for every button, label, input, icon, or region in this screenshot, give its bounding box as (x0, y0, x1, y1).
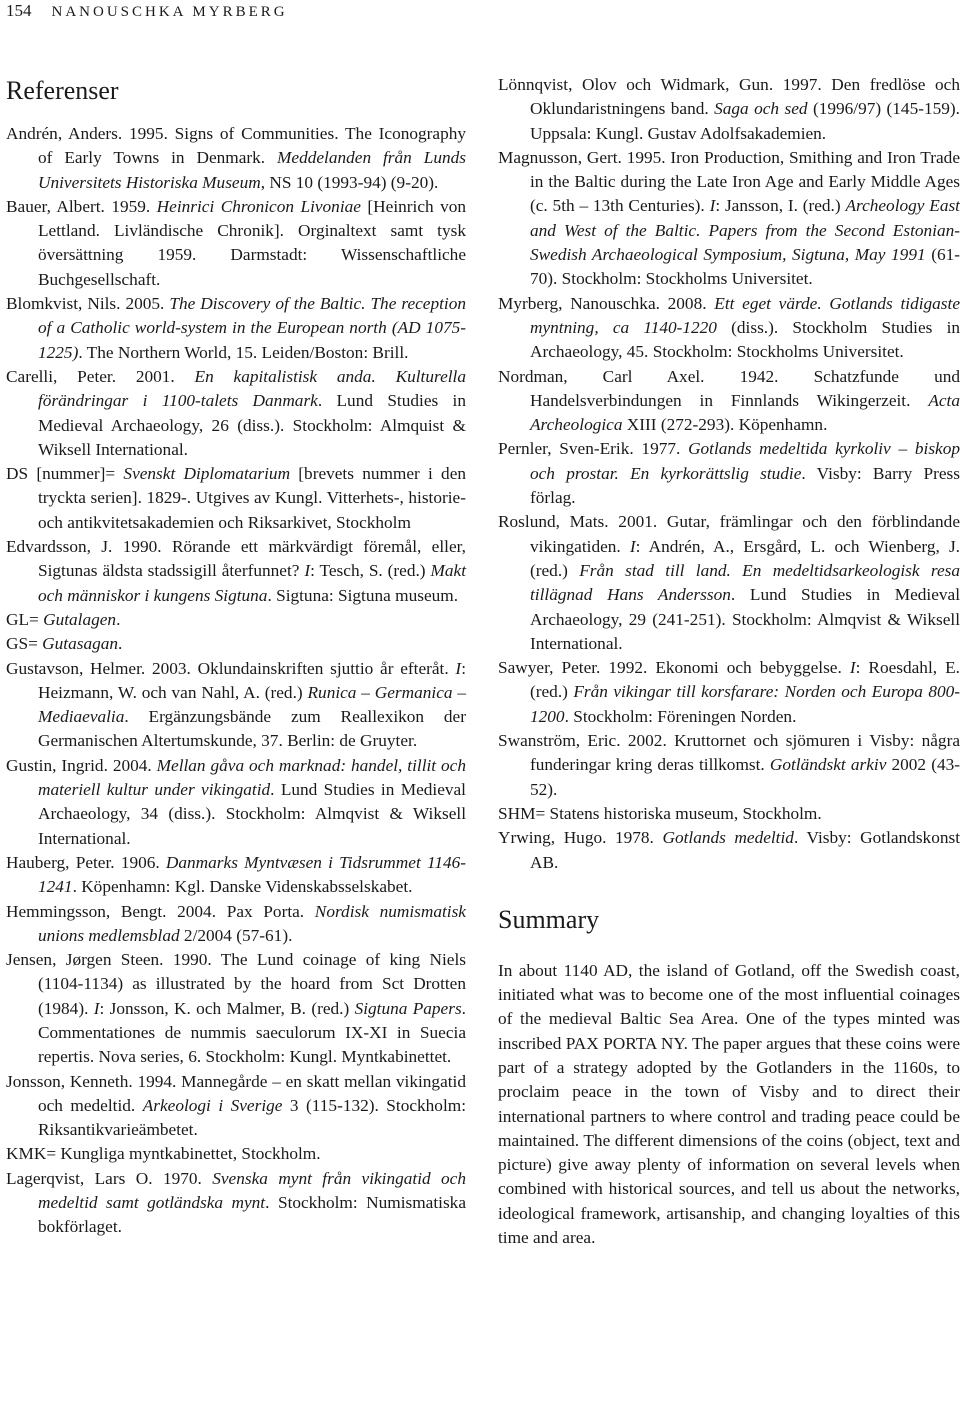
reference-entry (6, 948, 466, 1069)
summary-paragraph: In about 1140 AD, the island of Gotland, off the Swedish coast, initiated what was to become one of the most influential coinages of the medieval Baltic Sea Area. One of the types minted was inscribed PAX PORTA NY. The paper argues that these coins were part of a strategy adopted by the Gotlanders in the 1160s, to proclaim peace in the town of Visby and to direct their international partners to where control and trading peace could be maintained. The different dimensions of the coins (object, text and picture) give away plenty of information on several levels when combined with historical sources, and tell us about the networks, ideological framework, artisanship, and changing loyalties of this time and area. (498, 960, 960, 1248)
reference-entry (498, 826, 960, 875)
reference-entry (6, 632, 466, 656)
reference-title-italic: I (709, 196, 716, 216)
reference-title-italic: En kapitalistisk anda. Kulturella förändringar i 1100-talets Danmark (38, 366, 466, 411)
reference-entry (498, 365, 960, 438)
reference-text: (61-70). Stockholm: Stockholms Universitet. (530, 245, 960, 289)
reference-text: Andrén, Anders. 1995. Signs of Communities. The Iconography of Early Towns in Denmark. (6, 124, 466, 168)
reference-title-italic: Gotlands medeltida kyrkoliv – biskop och prostar. En kyrkorättslig studie (530, 439, 960, 483)
reference-text: . Köpenhamn: Kgl. Danske Videnskabsselskabet. (72, 877, 413, 897)
reference-title-italic: I (849, 658, 856, 678)
reference-text: Jensen, Jørgen Steen. 1990. The Lund coinage of king Niels (1104-1134) as illustrated by the hoard from Sct Drotten (1984). (6, 950, 466, 1018)
reference-text: . (118, 634, 123, 654)
reference-text: Nordman, Carl Axel. 1942. Schatzfunde und Handelsverbindungen in Finnlands Wikingerzeit. (498, 366, 960, 410)
reference-entry (6, 195, 466, 292)
reference-title-italic: The Discovery of the Baltic. The reception of a Catholic world-system in the European north (AD 1075-1225) (38, 294, 466, 362)
reference-text: Jonsson, Kenneth. 1994. Mannegårde – en skatt mellan vikingatid och medeltid. (6, 1071, 466, 1115)
reference-title-italic: Gotländskt arkiv (769, 755, 887, 775)
reference-entry (6, 122, 466, 195)
reference-text: Sawyer, Peter. 1992. Ekonomi och bebyggelse. (498, 658, 850, 678)
reference-title-italic: Gotlands medeltid (662, 828, 794, 848)
reference-text: [brevets nummer i den tryckta serien]. 1829-. Utgives av Kungl. Vitterhets-, historie- och antikvitetsakademien och Riksarkivet, Stockholm (38, 464, 467, 532)
running-header (6, 0, 288, 22)
reference-title-italic: Arkeologi i Sverige (142, 1095, 283, 1115)
reference-entry (498, 510, 960, 656)
reference-text: Lagerqvist, Lars O. 1970. (6, 1168, 213, 1188)
reference-text: Lönnqvist, Olov och Widmark, Gun. 1997. Den fredlöse och Oklundaristningens band. (498, 75, 960, 119)
reference-text: : Jansson, I. (red.) (715, 196, 846, 216)
reference-title-italic: Svenskt Diplomatarium (123, 464, 291, 484)
reference-entry (6, 1167, 466, 1240)
reference-entry (498, 729, 960, 802)
reference-title-italic: Ett eget värde. Gotlands tidigaste myntning, ca 1140-1220 (530, 293, 960, 337)
reference-text: Pernler, Sven-Erik. 1977. (498, 439, 689, 459)
left-column (6, 70, 466, 1240)
reference-text: . Sigtuna: Sigtuna museum. (267, 585, 459, 605)
reference-title-italic: I (93, 998, 100, 1018)
reference-title-italic: Från vikingar till korsfarare: Norden och Europa 800-1200 (530, 682, 960, 726)
reference-text: . Ergänzungsbände zum Reallexikon der Germanischen Altertumskunde, 37. Berlin: de Gruyter. (38, 707, 466, 751)
reference-entry (498, 656, 960, 729)
reference-title-italic: Svenska mynt från vikingatid och medeltid samt gotländska mynt (38, 1168, 466, 1213)
reference-entry (6, 657, 466, 754)
reference-text: KMK= Kungliga myntkabinettet, Stockholm. (6, 1144, 321, 1164)
reference-entry (6, 900, 466, 949)
reference-title-italic: I (455, 658, 462, 678)
reference-text: . Commentationes de nummis saeculorum IX-XI in Suecia repertis. Nova series, 6. Stockholm: Kungl. Myntkabinettet. (38, 998, 466, 1067)
reference-text: . Stockholm: Numismatiska bokförlaget. (38, 1193, 466, 1237)
reference-text: : Andrén, A., Ersgård, L. och Wienberg, J. (red.) (530, 536, 960, 580)
reference-text: Hauberg, Peter. 1906. (6, 852, 166, 872)
reference-title-italic: Sigtuna Papers (354, 998, 462, 1018)
reference-entry (498, 292, 960, 365)
reference-text: . Visby: Gotlandskonst AB. (530, 828, 960, 872)
page-number: 154 (6, 1, 32, 20)
reference-text: 2/2004 (57-61). (179, 925, 293, 945)
reference-title-italic: Archeology East and West of the Baltic. Papers from the Second Estonian-Swedish Archaeological Symposium, Sigtuna, May 1991 (530, 196, 960, 265)
reference-entry (6, 851, 466, 900)
reference-text: GL= (6, 609, 44, 629)
reference-entry (498, 802, 960, 826)
reference-title-italic: Från stad till land. En medeltidsarkeologisk resa tillägnad Hans Andersson (530, 560, 960, 605)
summary-heading: Summary (498, 904, 600, 934)
reference-title-italic: Meddelanden från Lunds Universitets Historiska Museum (38, 148, 466, 192)
reference-text: : Tesch, S. (red.) (310, 561, 431, 581)
reference-text: SHM= Statens historiska museum, Stockholm. (498, 803, 822, 823)
references-heading: Referenser (6, 76, 119, 105)
reference-text: . (116, 609, 121, 629)
reference-text: Magnusson, Gert. 1995. Iron Production, Smithing and Iron Trade in the Baltic during the Late Iron Age and Early Middle Ages (c. 5th – 13th Centuries). (498, 147, 960, 216)
reference-text: . Visby: Barry Press förlag. (530, 463, 960, 508)
reference-text: : Heizmann, W. och van Nahl, A. (red.) (38, 658, 466, 702)
reference-text: DS [nummer]= (6, 464, 124, 484)
reference-entry (498, 146, 960, 292)
reference-entry (6, 1142, 466, 1166)
reference-title-italic: Danmarks Myntvæsen i Tidsrummet 1146-1241 (38, 852, 466, 897)
reference-text: (1996/97) (145-159). Uppsala: Kungl. Gustav Adolfsakademien. (530, 99, 960, 143)
reference-text: . Lund Studies in Medieval Archaeology, 26 (diss.). Stockholm: Almquist & Wiksell International. (38, 391, 466, 459)
reference-text: , NS 10 (1993-94) (9-20). (260, 172, 439, 192)
reference-text: Gustavson, Helmer. 2003. Oklundainskriften sjuttio år efteråt. (6, 658, 456, 678)
reference-text: Gustin, Ingrid. 2004. (6, 755, 157, 775)
right-column (498, 73, 960, 1250)
reference-title-italic: I (629, 536, 636, 556)
reference-entry (498, 437, 960, 510)
reference-text: [Heinrich von Lettland. Livländische Chronik]. Orginaltext samt tysk översättning 1959. Darmstadt: Wissenschaftliche Buchgesellschaft. (38, 196, 467, 289)
reference-text: Edvardsson, J. 1990. Rörande ett märkvärdigt föremål, eller, Sigtunas äldsta stadssigill återfunnet? (6, 537, 466, 581)
reference-text: 2002 (43-52). (530, 755, 960, 799)
reference-text: . Lund Studies in Medieval Archaeology, 34 (diss.). Stockholm: Almqvist & Wiksell International. (38, 780, 466, 848)
reference-list-right (498, 73, 960, 875)
reference-text: : Roesdahl, E. (red.) (530, 658, 960, 702)
reference-text: (diss.). Stockholm Studies in Archaeology, 45. Stockholm: Stockholms Universitet. (530, 317, 960, 362)
reference-title-italic: Mellan gåva och marknad: handel, tillit och materiell kultur under vikingatid (38, 755, 466, 800)
reference-title-italic: Acta Archeologica (530, 390, 960, 435)
reference-text: . The Northern World, 15. Leiden/Boston: Brill. (78, 342, 409, 362)
reference-title-italic: I (304, 561, 311, 581)
reference-text: . Stockholm: Föreningen Norden. (564, 706, 797, 726)
reference-text: Blomkvist, Nils. 2005. (6, 294, 170, 314)
reference-entry (6, 1070, 466, 1143)
reference-entry (6, 535, 466, 608)
reference-text: Hemmingsson, Bengt. 2004. Pax Porta. (6, 901, 315, 921)
reference-title-italic: Saga och sed (714, 99, 808, 119)
reference-entry (6, 462, 466, 535)
reference-title-italic: Gutalagen (43, 609, 117, 629)
reference-text: XIII (272-293). Köpenhamn. (622, 415, 828, 435)
reference-text: Carelli, Peter. 2001. (6, 366, 195, 386)
reference-title-italic: Nordisk numismatisk unions medlemsblad (38, 901, 466, 945)
reference-text: Roslund, Mats. 2001. Gutar, främlingar och den förblindande vikingatiden. (498, 512, 960, 556)
reference-text: 3 (115-132). Stockholm: Riksantikvarieämbetet. (38, 1095, 466, 1140)
reference-text: Yrwing, Hugo. 1978. (498, 828, 663, 848)
reference-title-italic: Heinrici Chronicon Livoniae (156, 196, 361, 216)
running-head-author: NANOUSCHKA MYRBERG (51, 4, 288, 20)
reference-text: : Jonsson, K. och Malmer, B. (red.) (99, 998, 355, 1018)
reference-list-left (6, 122, 466, 1240)
reference-title-italic: Makt och människor i kungens Sigtuna (38, 561, 466, 605)
reference-text: GS= (6, 634, 43, 654)
reference-entry (498, 73, 960, 146)
reference-text: Bauer, Albert. 1959. (6, 196, 157, 216)
reference-text: . Lund Studies in Medieval Archaeology, 29 (241-251). Stockholm: Almqvist & Wiksell International. (530, 585, 960, 653)
reference-entry (6, 608, 466, 632)
reference-entry (6, 365, 466, 462)
reference-entry (6, 292, 466, 365)
reference-text: Myrberg, Nanouschka. 2008. (498, 293, 715, 313)
reference-entry (6, 754, 466, 851)
reference-title-italic: Gutasagan (42, 634, 119, 654)
reference-title-italic: Runica – Germanica – Mediaevalia (38, 682, 466, 727)
reference-text: Swanström, Eric. 2002. Kruttornet och sjömuren i Visby: några funderingar kring deras tillkomst. (498, 731, 960, 775)
